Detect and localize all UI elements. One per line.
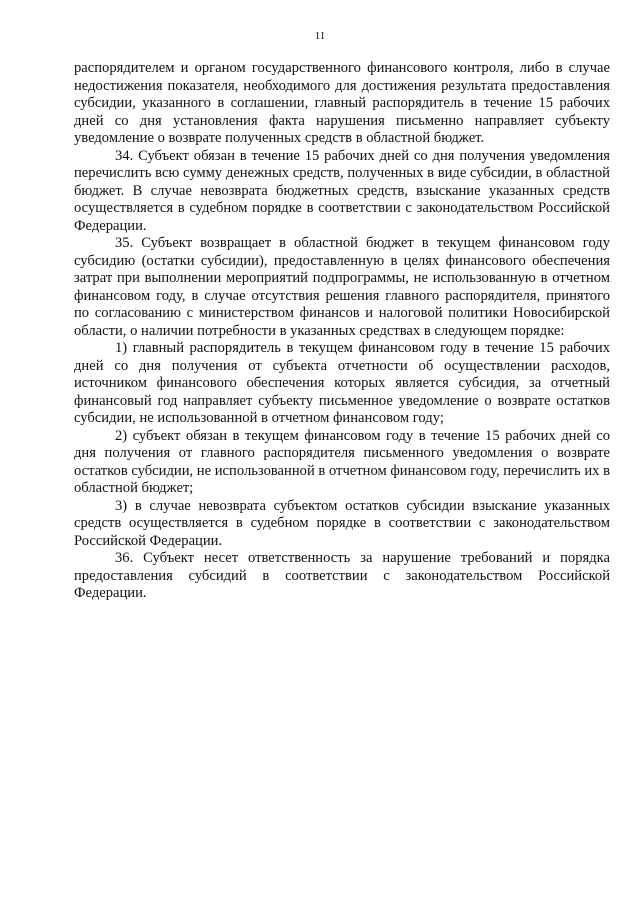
paragraph-subitem-3: 3) в случае невозврата субъектом остатков субсидии взыскание указанных средств осуществляется в судебном порядке в соответствии с законодательством Российской Федерации. [74,497,610,549]
paragraph-item-35: 35. Субъект возвращает в областной бюджет в текущем финансовом году субсидию (остатки субсидии), предоставленную в целях финансового обеспечения затрат при выполнении мероприятий подпрограммы, не использованную в отчетном финансовом году, в случае отсутствия решения главного распорядителя, принятого по согласованию с министерством финансов и налоговой политики Новосибирской области, о наличии потребности в указанных средствах в следующем порядке: [74,235,610,339]
paragraph-subitem-1: 1) главный распорядитель в текущем финансовом году в течение 15 рабочих дней со дня получения от субъекта отчетности об осуществлении расходов, источником финансового обеспечения которых является субсидия, за отчетный финансовый год направляет субъекту письменное уведомление о возврате остатков субсидии, не использованной в отчетном финансовом году; [74,340,610,426]
paragraph-item-34: 34. Субъект обязан в течение 15 рабочих дней со дня получения уведомления перечислить всю сумму денежных средств, полученных в виде субсидии, в областной бюджет. В случае невозврата бюджетных средств, взыскание указанных средств осуществляется в судебном порядке в соответствии с законодательством Российской Федерации. [74,147,610,234]
paragraph-subitem-2: 2) субъект обязан в текущем финансовом году в течение 15 рабочих дней со дня получения от главного распорядителя письменного уведомления о возврате остатков субсидии, не использованной в отчетном финансовом году, перечислить их в областной бюджет; [74,427,610,496]
paragraph-item-36: 36. Субъект несет ответственность за нарушение требований и порядка предоставления субсидий в соответствии с законодательством Российской Федерации. [74,550,610,601]
paragraph-continuation: распорядителем и органом государственного финансового контроля, либо в случае недостижения показателя, необходимого для достижения результата предоставления субсидии, указанного в соглашении, главный распорядитель в течение 15 рабочих дней со дня установления факта нарушения письменно направляет субъекту уведомление о возврате полученных средств в областной бюджет. [74,60,610,146]
page-number: 11 [314,30,326,42]
document-body [74,60,610,603]
